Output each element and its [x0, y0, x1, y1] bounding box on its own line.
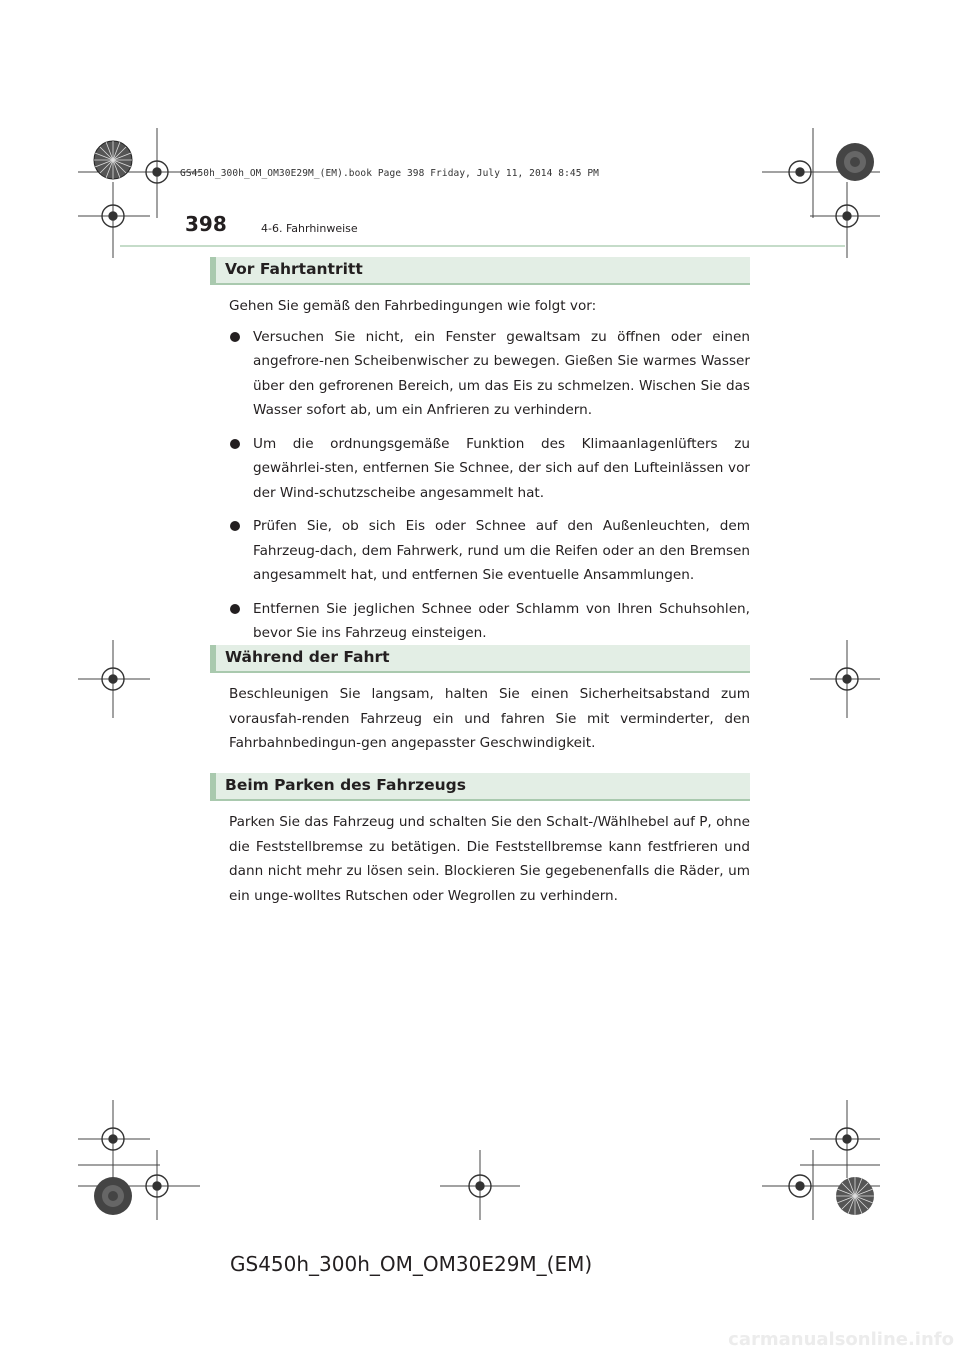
section-vor-fahrtantritt	[210, 257, 750, 655]
section-heading-text: Während der Fahrt	[225, 648, 390, 666]
document-id: GS450h_300h_OM_OM30E29M_(EM)	[230, 1252, 593, 1276]
site-watermark: carmanualsonline.info	[728, 1329, 954, 1350]
section-waehrend-der-fahrt	[210, 645, 750, 762]
body-paragraph: Beschleunigen Sie langsam, halten Sie einen Sicherheitsabstand zum vorausfah-renden Fahrzeug ein und fahren Sie mit verminderter, den Fahrbahnbedingun-gen angepasster Geschwindigkeit.	[229, 686, 750, 751]
bullet-list	[229, 325, 750, 646]
bullet-icon	[230, 332, 240, 342]
list-item-text: Prüfen Sie, ob sich Eis oder Schnee auf den Außenleuchten, dem Fahrzeug-dach, dem Fahrwerk, rund um die Reifen oder an den Bremsen angesammelt hat, und entfernen Sie eventuelle Ansammlungen.	[253, 518, 750, 583]
bullet-icon	[230, 439, 240, 449]
list-item	[229, 432, 750, 506]
body-paragraph: Parken Sie das Fahrzeug und schalten Sie den Schalt-/Wählhebel auf P, ohne die Feststellbremse zu betätigen. Die Feststellbremse kann festfrieren und dann nicht mehr zu lösen sein. Blockieren Sie gegebenenfalls die Räder, um ein unge-wolltes Rutschen oder Wegrollen zu verhindern.	[229, 814, 750, 904]
intro-paragraph: Gehen Sie gemäß den Fahrbedingungen wie folgt vor:	[229, 298, 597, 314]
bullet-icon	[230, 521, 240, 531]
list-item	[229, 514, 750, 588]
list-item	[229, 325, 750, 423]
section-heading	[210, 773, 750, 801]
list-item-text: Um die ordnungsgemäße Funktion des Klimaanlagenlüfters zu gewährlei-sten, entfernen Sie Schnee, der sich auf den Lufteinlässen vor der Wind-schutzscheibe angesammelt hat.	[253, 435, 750, 501]
section-heading-text: Beim Parken des Fahrzeugs	[225, 776, 467, 794]
section-heading	[210, 257, 750, 285]
section-heading-text: Vor Fahrtantritt	[225, 260, 363, 278]
print-job-info: GS450h_300h_OM_OM30E29M_(EM).book Page 398 Friday, July 11, 2014 8:45 PM	[180, 168, 600, 179]
section-beim-parken	[210, 773, 750, 914]
header-divider	[120, 245, 845, 247]
list-item-text: Entfernen Sie jeglichen Schnee oder Schlamm von Ihren Schuhsohlen, bevor Sie ins Fahrzeug einsteigen.	[253, 600, 750, 641]
page-number: 398	[185, 212, 227, 236]
section-heading	[210, 645, 750, 673]
list-item-text: Versuchen Sie nicht, ein Fenster gewaltsam zu öffnen oder einen angefrore-nen Scheibenwischer zu bewegen. Gießen Sie warmes Wasser über den gefrorenen Bereich, um das Eis zu schmelzen. Wischen Sie das Wasser sofort ab, um ein Anfrieren zu verhindern.	[253, 328, 750, 418]
list-item	[229, 597, 750, 646]
chapter-section-label: 4-6. Fahrhinweise	[261, 222, 358, 235]
bullet-icon	[230, 604, 240, 614]
